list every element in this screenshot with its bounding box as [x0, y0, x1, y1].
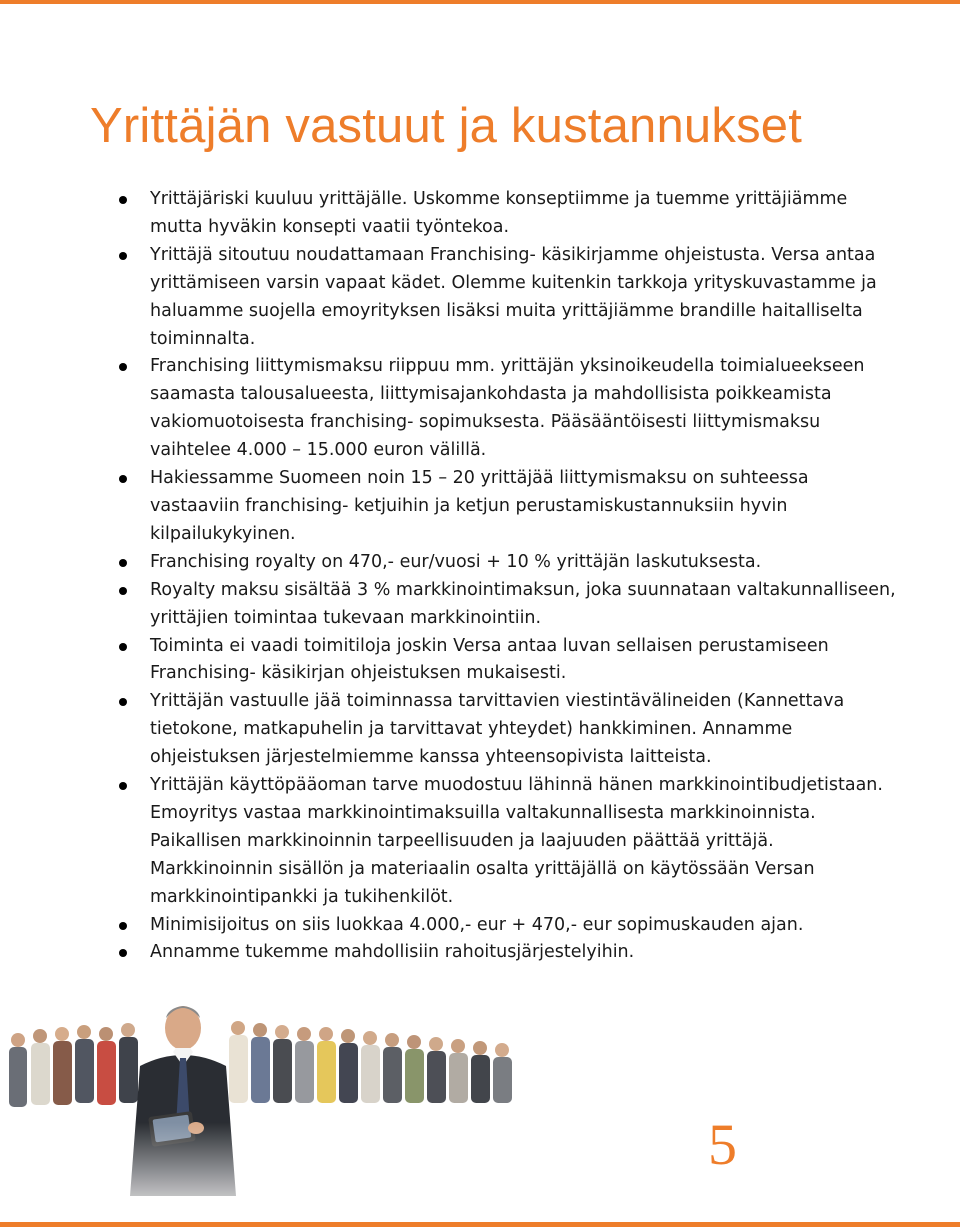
bullet-icon	[119, 252, 127, 260]
bullet-list	[116, 186, 896, 967]
bullet-text: Minimisijoitus on siis luokkaa 4.000,- eur + 470,- eur sopimuskauden ajan.	[150, 914, 804, 935]
top-rule	[0, 0, 960, 4]
page-title: Yrittäjän vastuut ja kustannukset	[90, 99, 803, 153]
list-item	[116, 465, 896, 549]
list-item	[116, 549, 896, 577]
bullet-icon	[119, 949, 127, 957]
bullet-icon	[119, 922, 127, 930]
business-people-illustration	[0, 996, 520, 1226]
bullet-icon	[119, 363, 127, 371]
list-item	[116, 242, 896, 354]
list-item	[116, 633, 896, 689]
bottom-rule	[0, 1222, 960, 1227]
list-item	[116, 186, 896, 242]
bullet-icon	[119, 782, 127, 790]
bullet-text: Franchising liittymismaksu riippuu mm. yrittäjän yksinoikeudella toimialueekseen saamasta talousalueesta, liittymisajankohdasta ja mahdollisista poikkeamista vakiomuotoisesta franchising- sopimuksesta. Pääsääntöisesti liittymismaksu vaihtelee 4.000 – 15.000 euron välillä.	[150, 356, 865, 461]
bullet-icon	[119, 698, 127, 706]
page-number: 5	[708, 1112, 737, 1177]
bullet-text: Yrittäjä sitoutuu noudattamaan Franchising- käsikirjamme ohjeistusta. Versa antaa yrittämiseen varsin vapaat kädet. Olemme kuitenkin tarkkoja yrityskuvastamme ja haluamme suojella emoyrityksen lisäksi muita yrittäjiämme brandille haitalliselta toiminnalta.	[150, 244, 877, 349]
bullet-icon	[119, 559, 127, 567]
bullet-text: Toiminta ei vaadi toimitiloja joskin Versa antaa luvan sellaisen perustamiseen Franchising- käsikirjan ohjeistuksen mukaisesti.	[150, 635, 829, 684]
bullet-text: Yrittäjän vastuulle jää toiminnassa tarvittavien viestintävälineiden (Kannettava tietokone, matkapuhelin ja tarvittavat yhteydet) hankkiminen. Annamme ohjeistuksen järjestelmiemme kanssa yhteensopivista laitteista.	[150, 691, 845, 768]
bullet-text: Hakiessamme Suomeen noin 15 – 20 yrittäjää liittymismaksu on suhteessa vastaaviin franchising- ketjuihin ja ketjun perustamiskustannuksiin hyvin kilpailukykyinen.	[150, 468, 809, 544]
list-item	[116, 772, 896, 912]
list-item	[116, 688, 896, 772]
bullet-text: Royalty maksu sisältää 3 % markkinointimaksun, joka suunnataan valtakunnalliseen, yrittäjien toimintaa tukevaan markkinointiin.	[150, 579, 896, 628]
list-item	[116, 939, 896, 967]
bullet-icon	[119, 475, 127, 483]
list-item	[116, 577, 896, 633]
bullet-icon	[119, 587, 127, 595]
bullet-text: Franchising royalty on 470,- eur/vuosi + 10 % yrittäjän laskutuksesta.	[150, 551, 762, 572]
bullet-text: Yrittäjäriski kuuluu yrittäjälle. Uskomme konseptiimme ja tuemme yrittäjiämme mutta hyväkin konsepti vaatii työntekoa.	[150, 189, 848, 237]
bullet-text: Yrittäjän käyttöpääoman tarve muodostuu lähinnä hänen markkinointibudjetistaan. Emoyritys vastaa markkinointimaksuilla valtakunnallisesta markkinoinnista. Paikallisen markkinoinnin tarpeellisuuden ja laajuuden päättää yrittäjä. Markkinoinnin sisällön ja materiaalin osalta yrittäjällä on käytössään Versan markkinointipankki ja tukihenkilöt.	[150, 775, 883, 907]
bullet-text: Annamme tukemme mahdollisiin rahoitusjärjestelyihin.	[150, 942, 635, 963]
list-item	[116, 912, 896, 940]
list-item	[116, 353, 896, 465]
bullet-icon	[119, 196, 127, 204]
bullet-icon	[119, 643, 127, 651]
